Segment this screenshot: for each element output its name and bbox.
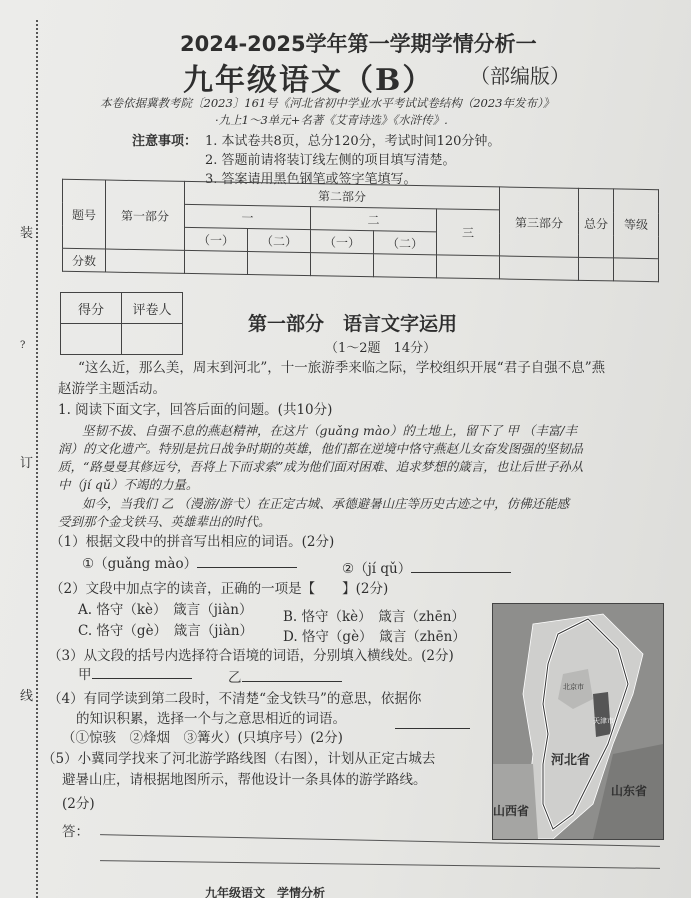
fill-jia-label: 甲 <box>78 667 92 683</box>
header-part3: 第三部分 <box>500 187 579 257</box>
map-label-beijing: 北京市 <box>563 683 584 691</box>
intro-text: “这么近，那么美，周末到河北”，十一旅游季来临之际，学校组织开展“君子自强不息”燕 <box>78 360 606 376</box>
sub-question-4-line: 的知识积累，选择一个与之意思相近的词语。 <box>76 711 346 727</box>
score-cell[interactable] <box>185 250 248 274</box>
passage-line: 如今，当我们 乙 （漫游/游弋）在正定古城、承德避暑山庄等历史古迹之中，仿佛还能感 <box>82 496 570 511</box>
exam-scope: ·九上1～3单元+名著《艾青诗选》《水浒传》. <box>215 113 448 127</box>
notes-label: 注意事项： <box>132 134 198 149</box>
question-stem: 1. 阅读下面文字，回答后面的问题。(共10分) <box>58 402 333 418</box>
pinyin-a-label: ①（guǎng mào） <box>82 556 198 572</box>
sub-question-4-line: （①惊骇 ②烽烟 ③篝火）(只填序号）(2分) <box>62 730 343 746</box>
binding-line <box>36 20 38 898</box>
map-label-hebei: 河北省 <box>551 753 591 768</box>
answer-blank[interactable] <box>92 678 192 679</box>
binding-char: 装 <box>20 226 34 241</box>
score-cell[interactable] <box>106 249 185 273</box>
answer-blank[interactable] <box>411 572 511 573</box>
fill-yi <box>228 670 342 686</box>
passage-line: 润）的文化遗产。特别是抗日战争时期的英雄，他们都在逆境中恪守燕赵儿女奋发图强的坚韧品 <box>58 441 584 456</box>
header-part1: 第一部分 <box>106 180 185 250</box>
pinyin-b-label: ②（jí qǔ） <box>342 561 412 577</box>
map-label-shanxi: 山西省 <box>493 804 530 818</box>
grader-score-label: 得分 <box>61 293 122 324</box>
score-cell[interactable] <box>311 253 374 277</box>
map-label-tianjin: 天津市 <box>593 717 614 725</box>
header-sub-3: 三 <box>437 209 500 256</box>
hebei-route-map <box>492 603 664 840</box>
sub-question-2: （2）文段中加点字的读音，正确的一项是【 】(2分) <box>50 581 389 597</box>
header-total: 总分 <box>579 188 614 258</box>
header-part2: 第二部分 <box>185 181 500 209</box>
exam-title: 九年级语文（B） <box>183 63 435 98</box>
sub-question-5-line: (2分) <box>62 796 95 812</box>
answer-blank[interactable] <box>395 728 470 729</box>
exam-series-title: 2024-2025学年第一学期学情分析一 <box>180 32 537 56</box>
answer-line[interactable] <box>100 860 660 869</box>
header-subsub: （一） <box>311 230 374 254</box>
option-b[interactable]: B. 恪守（kè） 箴言（zhēn） <box>283 609 465 625</box>
grader-table <box>60 292 183 355</box>
section-subtitle: （1～2题 14分） <box>325 341 437 356</box>
section-title: 第一部分 语言文字运用 <box>248 313 458 335</box>
pinyin-a <box>82 556 297 572</box>
grader-name-cell[interactable] <box>122 324 183 355</box>
binding-char: 订 <box>20 456 34 471</box>
score-cell[interactable] <box>374 254 437 278</box>
header-grade: 等级 <box>614 189 659 259</box>
answer-blank[interactable] <box>197 567 297 568</box>
answer-label: 答： <box>62 824 89 840</box>
option-c[interactable]: C. 恪守（gè） 箴言（jiàn） <box>78 623 254 639</box>
binding-mark: ? <box>20 340 26 351</box>
header-subsub: （二） <box>374 231 437 255</box>
exam-basis: 本卷依据冀教考院〔2023〕161号《河北省初中学业水平考试试卷结构（2023年发布）》 <box>100 96 555 110</box>
passage-line: 中（jí qǔ）不竭的力量。 <box>58 477 199 492</box>
sub-question-1: （1）根据文段中的拼音写出相应的词语。(2分) <box>50 534 335 550</box>
sub-question-5: （5）小冀同学找来了河北游学路线图（右图），计划从正定古城去 <box>42 751 436 767</box>
score-cell[interactable] <box>500 256 579 280</box>
score-cell[interactable] <box>579 257 614 281</box>
intro-text: 赵游学主题活动。 <box>58 381 166 397</box>
score-label: 分数 <box>63 248 106 272</box>
sub-question-3: （3）从文段的括号内选择符合语境的词语，分别填入横线处。(2分) <box>48 648 454 664</box>
answer-blank[interactable] <box>242 681 342 682</box>
option-d[interactable]: D. 恪守（gè） 箴言（zhēn） <box>283 629 466 645</box>
sub-question-4: （4）有同学读到第二段时，不清楚“金戈铁马”的意思，依据你 <box>48 691 422 707</box>
option-a[interactable]: A. 恪守（kè） 箴言（jiàn） <box>78 602 253 618</box>
header-sub-2: 二 <box>311 207 437 232</box>
sub-question-5-line: 避暑山庄，请根据地图所示，帮他设计一条具体的游学路线。 <box>62 772 427 788</box>
grader-name-label: 评卷人 <box>122 293 183 324</box>
pinyin-b <box>342 561 511 577</box>
note-item: 2. 答题前请将装订线左侧的项目填写清楚。 <box>205 153 456 168</box>
passage-line: 受到那个金戈铁马、英雄辈出的时代。 <box>58 514 271 529</box>
score-cell[interactable] <box>437 255 500 279</box>
fill-yi-label: 乙 <box>228 670 242 686</box>
passage-line: 坚韧不拔、自强不息的燕赵精神，在这片（guǎng mào）的土地上，留下了 甲 （丰富/丰 <box>82 423 578 438</box>
score-table <box>62 179 659 282</box>
grader-score-cell[interactable] <box>61 324 122 355</box>
binding-char: 线 <box>20 689 34 704</box>
header-sub-1: 一 <box>185 204 311 229</box>
header-subsub: （二） <box>248 229 311 253</box>
score-cell[interactable] <box>614 258 659 282</box>
header-subsub: （一） <box>185 227 248 251</box>
note-item: 3. 答案请用黑色钢笔或签字笔填写。 <box>205 172 417 187</box>
fill-jia <box>78 667 192 683</box>
score-cell[interactable] <box>248 252 311 276</box>
map-label-shandong: 山东省 <box>611 784 648 798</box>
row-label: 题号 <box>63 179 106 249</box>
note-item: 1. 本试卷共8页，总分120分，考试时间120分钟。 <box>205 134 501 149</box>
page-footer: 九年级语文 学情分析 <box>205 886 326 898</box>
passage-line: 质，“路曼曼其修远兮，吾将上下而求索”成为他们面对困难、追求梦想的箴言，也让后世子孙从 <box>58 459 584 474</box>
edition-label: （部编版） <box>470 64 570 88</box>
